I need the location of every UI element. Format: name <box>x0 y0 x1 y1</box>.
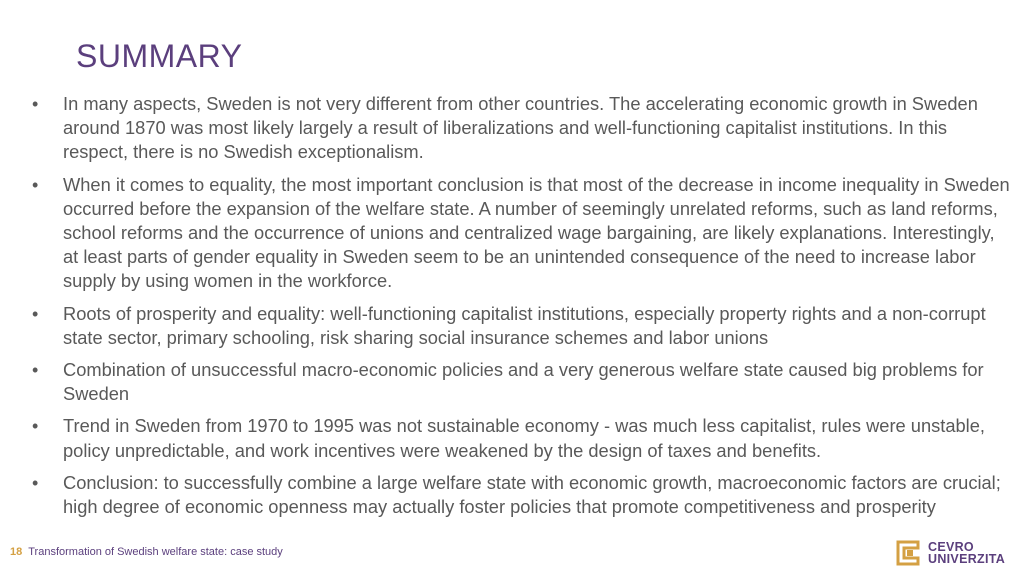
logo-line-1: CEVRO <box>928 539 974 554</box>
bullet-item <box>30 302 1010 350</box>
page-number: 18 <box>10 546 23 558</box>
bullet-dot: • <box>32 174 39 195</box>
bullet-dot: • <box>32 94 39 114</box>
bullet-text: Conclusion: to successfully combine a large welfare state with economic growth, macroeconomic factors are crucial; high degree of economic openness may actually foster policies that promote competitiveness and prosperity <box>63 471 1001 518</box>
bullet-list <box>30 92 1010 527</box>
bullet-text: When it comes to equality, the most important conclusion is that most of the decrease in income inequality in Sweden occurred before the expansion of the welfare state. A number of seemingly unrelated reforms, such as land reforms, school reforms and the occurrence of unions and centralized wage bargaining, are likely explanations. Interestingly, at least parts of gender equality in Sweden seem to be an unintended consequence of the need to increase labor supply by using women in the workforce. <box>63 173 1010 292</box>
cevro-logo-icon <box>896 540 920 566</box>
logo-wordmark <box>928 541 1005 566</box>
footer-caption: Transformation of Swedish welfare state: case study <box>28 546 283 558</box>
bullet-dot: • <box>32 416 39 437</box>
slide-title: SUMMARY <box>76 38 243 74</box>
bullet-text: In many aspects, Sweden is not very different from other countries. The accelerating economic growth in Sweden around 1870 was most likely largely a result of liberalizations and well-functioning capitalist institutions. In this respect, there is no Swedish exceptionalism. <box>63 93 978 163</box>
bullet-item <box>30 173 1010 294</box>
bullet-dot: • <box>32 472 39 493</box>
bullet-text: Roots of prosperity and equality: well-functioning capitalist institutions, especially property rights and a non-corrupt state sector, primary schooling, risk sharing social insurance schemes and labor unions <box>63 302 986 348</box>
bullet-text: Combination of unsuccessful macro-economic policies and a very generous welfare state caused big problems for Sweden <box>63 359 984 405</box>
bullet-item <box>30 414 1010 462</box>
cevro-logo <box>896 539 1005 567</box>
slide-footer <box>10 546 283 558</box>
bullet-text: Trend in Sweden from 1970 to 1995 was not sustainable economy - was much less capitalist, rules were unstable, policy unpredictable, and work incentives were weakened by the design of taxes and benefits. <box>63 415 985 461</box>
bullet-item <box>30 92 1010 165</box>
logo-line-2: UNIVERZITA <box>928 552 1006 566</box>
bullet-dot: • <box>32 360 39 381</box>
bullet-item <box>30 358 1010 406</box>
bullet-item <box>30 471 1010 519</box>
bullet-dot: • <box>32 303 39 324</box>
